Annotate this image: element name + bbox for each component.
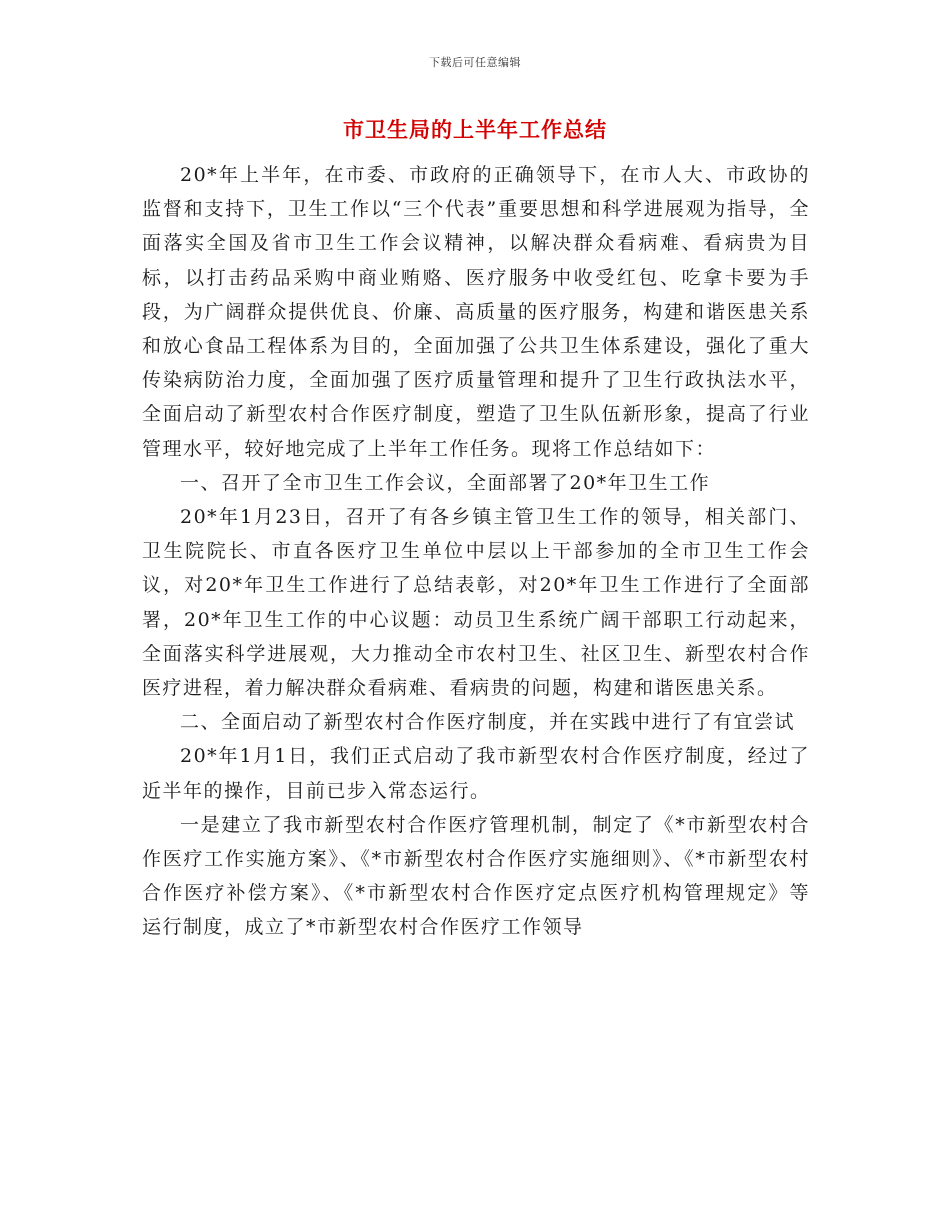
- section-heading-2: 二、全面启动了新型农村合作医疗制度，并在实践中进行了有宜尝试: [180, 711, 796, 734]
- paragraph-launch: 20*年1月1日，我们正式启动了我市新型农村合作医疗制度，经过了近半年的操作，目前已步入常态运行。: [142, 745, 810, 802]
- document-title: 市卫生局的上半年工作总结: [343, 117, 607, 142]
- document-body: [142, 158, 810, 945]
- paragraph-mechanism: 一是建立了我市新型农村合作医疗管理机制，制定了《*市新型农村合作医疗工作实施方案》、《*市新型农村合作医疗实施细则》、《*市新型农村合作医疗补偿方案》、《*市新型农村合作医疗定点医疗机构管理规定》等运行制度，成立了*市新型农村合作医疗工作领导: [142, 813, 810, 939]
- paragraph-meeting: 20*年1月23日，召开了有各乡镇主管卫生工作的领导，相关部门、卫生院院长、市直各医疗卫生单位中层以上干部参加的全市卫生工作会议，对20*年卫生工作进行了总结表彰，对20*年卫生工作进行了全面部署，20*年卫生工作的中心议题：动员卫生系统广阔干部职工行动起来，全面落实科学进展观，大力推动全市农村卫生、社区卫生、新型农村合作医疗进程，着力解决群众看病难、看病贵的问题，构建和谐医患关系。: [142, 506, 810, 700]
- section-heading-1: 一、召开了全市卫生工作会议，全面部署了20*年卫生工作: [180, 471, 711, 494]
- header-note: 下载后可任意编辑: [429, 56, 521, 69]
- paragraph-intro: 20*年上半年，在市委、市政府的正确领导下，在市人大、市政协的监督和支持下，卫生工作以“三个代表”重要思想和科学进展观为指导，全面落实全国及省市卫生工作会议精神，以解决群众看病难、看病贵为目标，以打击药品采购中商业贿赂、医疗服务中收受红包、吃拿卡要为手段，为广阔群众提供优良、价廉、高质量的医疗服务，构建和谐医患关系和放心食品工程体系为目的，全面加强了公共卫生体系建设，强化了重大传染病防治力度，全面加强了医疗质量管理和提升了卫生行政执法水平，全面启动了新型农村合作医疗制度，塑造了卫生队伍新形象，提高了行业管理水平，较好地完成了上半年工作任务。现将工作总结如下：: [142, 164, 810, 460]
